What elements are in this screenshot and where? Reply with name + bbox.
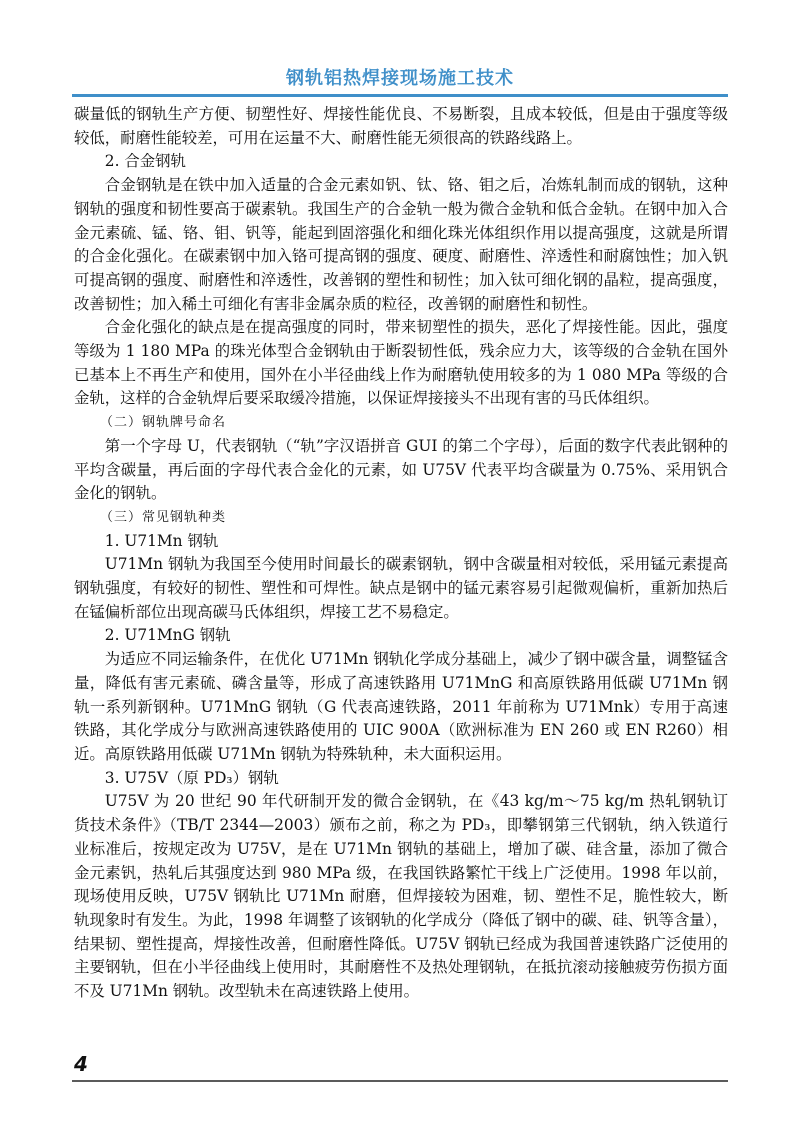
section-heading: （三）常见钢轨种类 bbox=[100, 509, 227, 525]
header-rule bbox=[72, 94, 728, 97]
bottom-rule bbox=[72, 1080, 728, 1082]
paragraph: U71Mn 钢轨为我国至今使用时间最长的碳素钢轨，钢中含碳量相对较低，采用锰元素提高钢轨强度，有较好的韧性、塑性和可焊性。缺点是钢中的锰元素容易引起微观偏析，重新加热后在锰偏析部位出现高碳马氏体组织，焊接工艺不易稳定。 bbox=[74, 555, 728, 621]
body-text bbox=[74, 103, 728, 1004]
subheading: 2. U71MnG 钢轨 bbox=[104, 626, 231, 645]
paragraph: 碳量低的钢轨生产方便、韧塑性好、焊接性能优良、不易断裂，且成本较低，但是由于强度等级较低，耐磨性能较差，可用在运量不大、耐磨性能无须很高的铁路线路上。 bbox=[74, 105, 728, 147]
paragraph: 合金化强化的缺点是在提高强度的同时，带来韧塑性的损失，恶化了焊接性能。因此，强度等级为 1 180 MPa 的珠光体型合金钢轨由于断裂韧性低，残余应力大，该等级的合金轨在国外已基本上不再生产和使用，国外在小半径曲线上作为耐磨轨使用较多的为 1 080 MPa 等级的合金轨，这样的合金轨焊后要采取缓冷措施，以保证焊接接头不出现有害的马氏体组织。 bbox=[74, 318, 728, 408]
section-heading: （二）钢轨牌号命名 bbox=[100, 415, 227, 431]
subheading: 1. U71Mn 钢轨 bbox=[104, 531, 219, 550]
paragraph: 为适应不同运输条件，在优化 U71Mn 钢轨化学成分基础上，减少了钢中碳含量，调整锰含量，降低有害元素硫、磷含量等，形成了高速铁路用 U71MnG 和高原铁路用低碳 U71Mn 钢轨一系列新钢种。U71MnG 钢轨（G 代表高速铁路，2011 年前称为 U71Mnk）专用于高速铁路，其化学成分与欧洲高速铁路使用的 UIC 900A（欧洲标准为 EN 260 或 EN R260）相近。高原铁路用低碳 U71Mn 钢轨为特殊轨种，未大面积运用。 bbox=[74, 650, 728, 763]
page-header bbox=[0, 0, 800, 104]
page-number: 4 bbox=[74, 1052, 88, 1076]
paragraph: 第一个字母 U，代表钢轨（“轨”字汉语拼音 GUI 的第二个字母），后面的数字代表此钢种的平均含碳量，再后面的字母代表合金化的元素，如 U75V 代表平均含碳量为 0.75%、采用钒合金化的钢轨。 bbox=[74, 436, 728, 503]
subheading: 2. 合金钢轨 bbox=[104, 152, 186, 171]
running-header-title: 钢轨铝热焊接现场施工技术 bbox=[286, 68, 514, 89]
paragraph: U75V 为 20 世纪 90 年代研制开发的微合金钢轨，在《43 kg/m～75 kg/m 热轧钢轨订货技术条件》（TB/T 2344—2003）颁布之前，称之为 PD₃，即攀钢第三代钢轨，纳入铁道行业标准后，按规定改为 U75V，是在 U71Mn 钢轨的基础上，增加了碳、硅含量，添加了微合金元素钒，热轧后其强度达到 980 MPa 级，在我国铁路繁忙干线上广泛使用。1998 年以前，现场使用反映，U75V 钢轨比 U71Mn 耐磨，但焊接较为困难，韧、塑性不足，脆性较大，断轨现象时有发生。为此，1998 年调整了该钢轨的化学成分（降低了钢中的碳、硅、钒等含量），结果韧、塑性提高，焊接性改善，但耐磨性降低。U75V 钢轨已经成为我国普速铁路广泛使用的主要钢轨，但在小半径曲线上使用时，其耐磨性不及热处理钢轨，在抵抗滚动接触疲劳伤损方面不及 U71Mn 钢轨。改型轨未在高速铁路上使用。 bbox=[74, 792, 728, 1001]
paragraph: 合金钢轨是在铁中加入适量的合金元素如钒、钛、铬、钼之后，冶炼轧制而成的钢轨，这种钢轨的强度和韧性要高于碳素轨。我国生产的合金轨一般为微合金轨和低合金轨。在钢中加入合金元素硫、锰、铬、钼、钒等，能起到固溶强化和细化珠光体组织作用以提高强度，这就是所谓的合金化强化。在碳素钢中加入铬可提高钢的强度、硬度、耐磨性、淬透性和耐腐蚀性；加入钒可提高钢的强度、耐磨性和淬透性，改善钢的塑性和韧性；加入钛可细化钢的晶粒，提高强度，改善韧性；加入稀土可细化有害非金属杂质的粒径，改善钢的耐磨性和韧性。 bbox=[74, 176, 728, 313]
subheading: 3. U75V（原 PD₃）钢轨 bbox=[104, 768, 279, 787]
